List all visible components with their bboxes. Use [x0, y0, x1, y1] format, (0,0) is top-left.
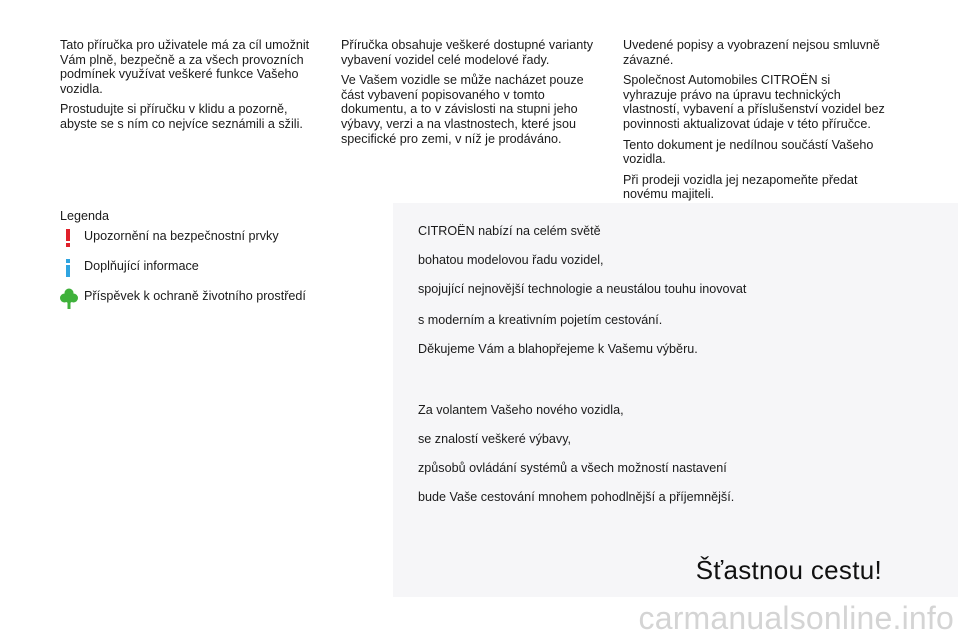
legend-label: Doplňující informace	[84, 259, 199, 273]
intro-column-3	[623, 38, 885, 208]
info-icon	[60, 258, 76, 278]
paragraph: Prostudujte si příručku v klidu a pozorně, abyste se s ním co nejvíce seznámili a sžili.	[60, 102, 303, 131]
paragraph: Tato příručka pro uživatele má za cíl umožnit Vám plně, bezpečně a za všech provozních podmínek využívat veškeré funkce Vašeho vozidla.	[60, 38, 310, 96]
tree-icon	[60, 288, 76, 308]
exclamation-icon	[60, 228, 76, 248]
panel-line: Za volantem Vašeho nového vozidla,	[418, 403, 624, 417]
legend-item-warning	[60, 228, 360, 248]
panel-line: se znalostí veškeré výbavy,	[418, 432, 572, 446]
panel-line: bohatou modelovou řadu vozidel,	[418, 253, 604, 267]
paragraph: Společnost Automobiles CITROËN si vyhrazuje právo na úpravu technických vlastností, vybavení a příslušenství vozidel bez povinnosti aktualizovat údaje v této příručce.	[623, 73, 885, 131]
intro-column-2	[341, 38, 603, 152]
paragraph: Ve Vašem vozidle se může nacházet pouze část vybavení popisovaného v tomto dokumentu, a to v závislosti na stupni jeho výbavy, verzi a na vlastnostech, které jsou specifické pro zemi, v níž je prodáváno.	[341, 73, 584, 146]
paragraph: Uvedené popisy a vyobrazení nejsou smluvně závazné.	[623, 38, 880, 67]
panel-line: Děkujeme Vám a blahopřejeme k Vašemu výběru.	[418, 342, 698, 356]
intro-column-1	[60, 38, 322, 138]
legend-label: Příspěvek k ochraně životního prostředí	[84, 289, 306, 303]
panel-line: bude Vaše cestování mnohem pohodlnější a příjemnější.	[418, 490, 735, 504]
legend-item-info	[60, 258, 360, 278]
welcome-panel	[393, 203, 958, 597]
paragraph: Tento dokument je nedílnou součástí Vašeho vozidla.	[623, 137, 874, 167]
panel-line: CITROËN nabízí na celém světě	[418, 224, 601, 238]
legend-title: Legenda	[60, 209, 110, 223]
paragraph: Příručka obsahuje veškeré dostupné varianty vybavení vozidel celé modelové řady.	[341, 38, 594, 67]
panel-line: s moderním a kreativním pojetím cestování.	[418, 313, 663, 327]
legend	[60, 209, 360, 318]
paragraph: Při prodeji vozidla jej nezapomeňte předat novému majiteli.	[623, 172, 858, 202]
watermark: carmanualsonline.info	[638, 600, 954, 636]
closing-greeting: Šťastnou cestu!	[695, 555, 882, 585]
legend-label: Upozornění na bezpečnostní prvky	[84, 229, 279, 243]
panel-line: spojující nejnovější technologie a neustálou touhu inovovat	[418, 282, 747, 296]
legend-item-environment	[60, 288, 360, 308]
panel-line: způsobů ovládání systémů a všech možností nastavení	[418, 461, 727, 475]
